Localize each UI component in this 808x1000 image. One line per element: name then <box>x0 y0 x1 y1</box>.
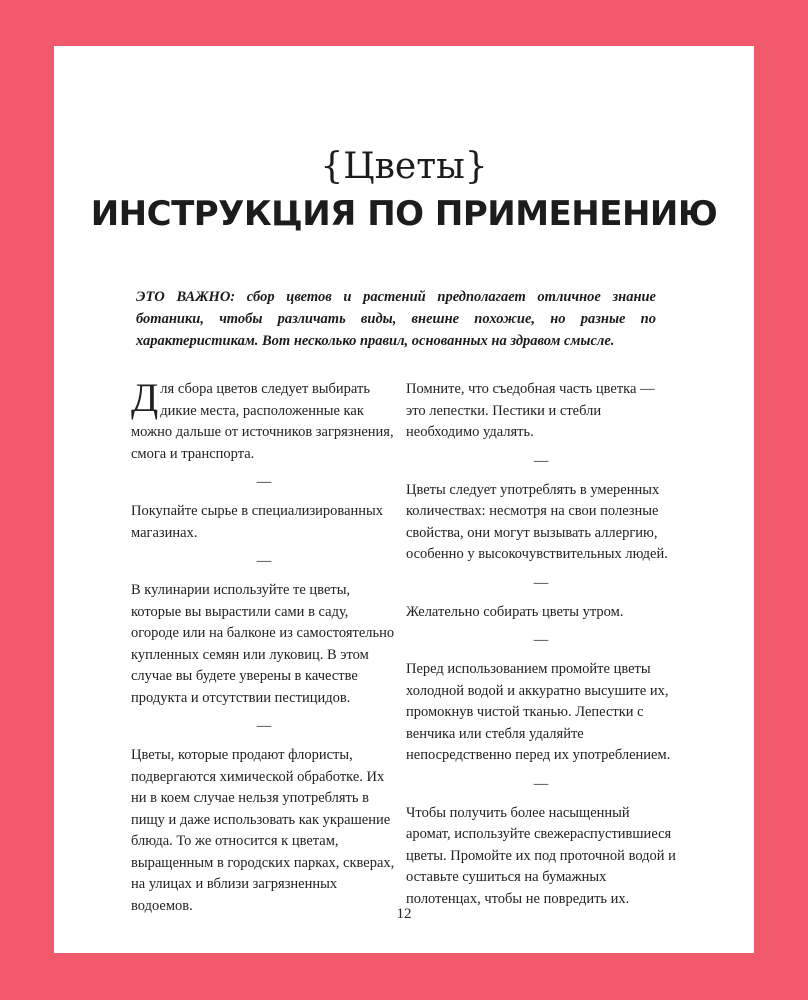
separator: — <box>533 775 549 792</box>
paragraph: Цветы, которые продают флористы, подвергаются химической обработке. Их ни в коем случае нельзя употреблять в пищу и даже использовать как украшение блюда. То же относится к цветам, выращенным в городских парках, скверах, на улицах и вблизи загрязненных водоемов. <box>131 747 395 914</box>
paragraph: Желательно собирать цветы утром. <box>406 603 624 620</box>
paragraph: Помните, что съедобная часть цветка — это лепестки. Пестики и стебли необходимо удалять. <box>406 381 655 440</box>
paragraph: Покупайте сырье в специализированных магазинах. <box>131 503 384 541</box>
page <box>54 46 754 953</box>
lead-paragraph: ЭТО ВАЖНО: сбор цветов и растений предполагает отличное знание ботаники, чтобы различать виды, внешне похожие, но разные по характеристикам. Вот несколько правил, основанных на здравом смысле. <box>136 289 656 349</box>
right-column <box>406 379 676 910</box>
paragraph-text: ля сбора цветов следует выбирать дикие места, расположенные как можно дальше от источников загрязнения, смога и транспорта. <box>131 381 394 462</box>
page-title-line2: ИНСТРУКЦИЯ ПО ПРИМЕНЕНИЮ <box>90 194 718 234</box>
page-title-line1: {Цветы} <box>320 146 488 187</box>
paragraph: Перед использованием промойте цветы холодной водой и аккуратно высушите их, промокнув чистой тканью. Лепестки с венчика или стебля удаляйте непосредственно перед их употреблением. <box>406 661 671 763</box>
paragraph <box>131 375 397 465</box>
separator: — <box>256 553 272 569</box>
separator: — <box>256 718 272 734</box>
separator: — <box>533 574 549 591</box>
separator: — <box>533 632 549 648</box>
separator: — <box>256 474 272 490</box>
paragraph: Чтобы получить более насыщенный аромат, используйте свежераспустившиеся цветы. Промойте их под проточной водой и оставьте сушиться на бумажных полотенцах, чтобы не повредить их. <box>406 804 676 907</box>
paragraph: Цветы следует употреблять в умеренных количествах: несмотря на свои полезные свойства, они могут вызывать аллергию, особенно у высокочувствительных людей. <box>406 481 668 562</box>
page-number: 12 <box>396 906 412 922</box>
paragraph: В кулинарии используйте те цветы, которые вы вырастили сами в саду, огороде или на балконе из самостоятельно купленных семян или луковиц. В этом случае вы будете уверены в качестве продукта и отсутствии пестицидов. <box>131 582 395 706</box>
drop-cap: Д <box>131 375 159 420</box>
left-column <box>131 375 397 917</box>
separator: — <box>533 452 549 469</box>
